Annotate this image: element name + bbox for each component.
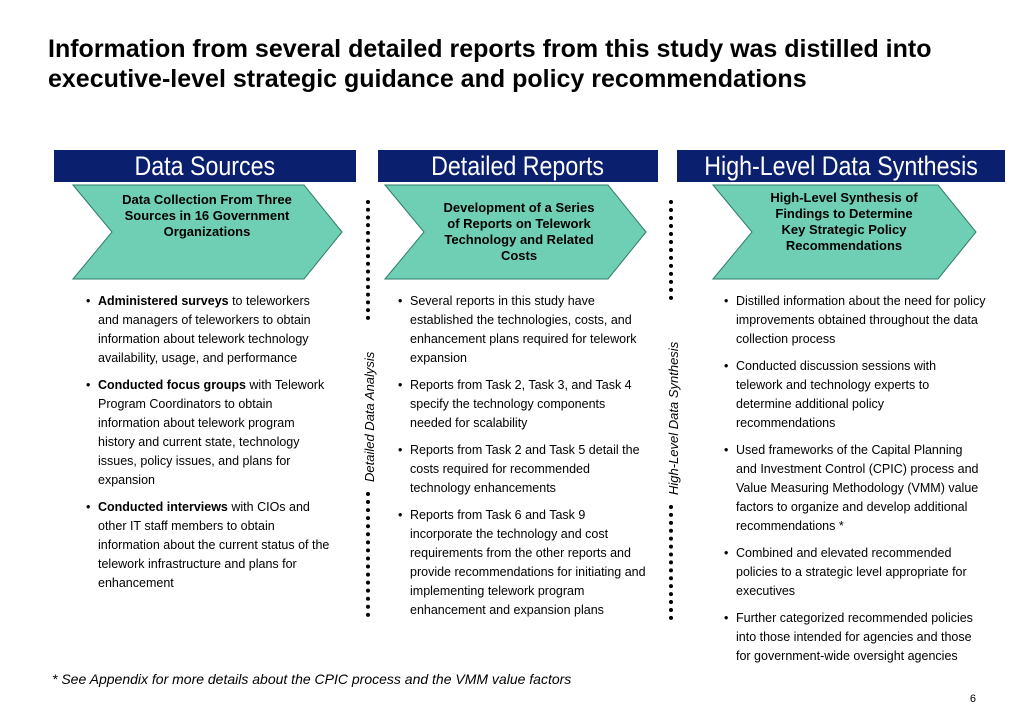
page-title: Information from several detailed reports from this study was distilled into executive-level strategic guidance and policy recommendations bbox=[48, 35, 932, 93]
chevron-text-2: Development of a Series of Reports on Telework Technology and Related Costs bbox=[443, 200, 595, 263]
list-item: • Conducted interviews with CIOs and other IT staff members to obtain information about the current status of the telework infrastructure and plans for enhancement bbox=[86, 498, 334, 593]
divider-label-left: Detailed Data Analysis bbox=[362, 351, 377, 482]
list-item: • Administered surveys to teleworkers and managers of teleworkers to obtain information about telework technology availability, usage, and performance bbox=[86, 292, 334, 368]
synthesis-list bbox=[724, 292, 986, 674]
divider-dots-top-left bbox=[366, 200, 375, 320]
footnote: * See Appendix for more details about the CPIC process and the VMM value factors bbox=[52, 671, 572, 687]
chevron-text-1: Data Collection From Three Sources in 16 Government Organizations bbox=[122, 192, 292, 239]
list-item: • Distilled information about the need for policy improvements obtained throughout the data collection process bbox=[724, 292, 986, 349]
data-sources-list bbox=[86, 292, 334, 601]
page-number: 6 bbox=[969, 693, 976, 705]
header-detailed-reports: Detailed Reports bbox=[378, 150, 658, 182]
chevron-text-3: High-Level Synthesis of Findings to Determine Key Strategic Policy Recommendations bbox=[770, 190, 918, 253]
list-item: • Reports from Task 6 and Task 9 incorporate the technology and cost requirements from the other reports and provide recommendations for initiating and implementing telework program enhancement and expansion plans bbox=[398, 506, 646, 620]
list-item: • Combined and elevated recommended policies to a strategic level appropriate for executives bbox=[724, 544, 986, 601]
list-item: • Reports from Task 2, Task 3, and Task 4 specify the technology components needed for scalability bbox=[398, 376, 646, 433]
divider-label-right: High-Level Data Synthesis bbox=[666, 341, 681, 495]
list-item: • Several reports in this study have established the technologies, costs, and enhancement plans required for telework expansion bbox=[398, 292, 646, 368]
divider-dots-bottom-left bbox=[366, 492, 375, 617]
header-high-level-synthesis: High-Level Data Synthesis bbox=[677, 150, 1005, 182]
header-data-sources: Data Sources bbox=[54, 150, 356, 182]
list-item: • Conducted focus groups with Telework Program Coordinators to obtain information about telework program history and current state, technology issues, policy issues, and plans for expansion bbox=[86, 376, 334, 490]
detailed-reports-list bbox=[398, 292, 646, 628]
list-item: • Further categorized recommended policies into those intended for agencies and those for government-wide oversight agencies bbox=[724, 609, 986, 666]
list-item: • Conducted discussion sessions with telework and technology experts to determine additional policy recommendations bbox=[724, 357, 986, 433]
divider-dots-top-right bbox=[669, 200, 678, 300]
list-item: • Used frameworks of the Capital Planning and Investment Control (CPIC) process and Value Measuring Methodology (VMM) value factors to organize and develop additional recommendations * bbox=[724, 441, 986, 536]
divider-dots-bottom-right bbox=[669, 505, 678, 620]
list-item: • Reports from Task 2 and Task 5 detail the costs required for recommended technology enhancements bbox=[398, 441, 646, 498]
